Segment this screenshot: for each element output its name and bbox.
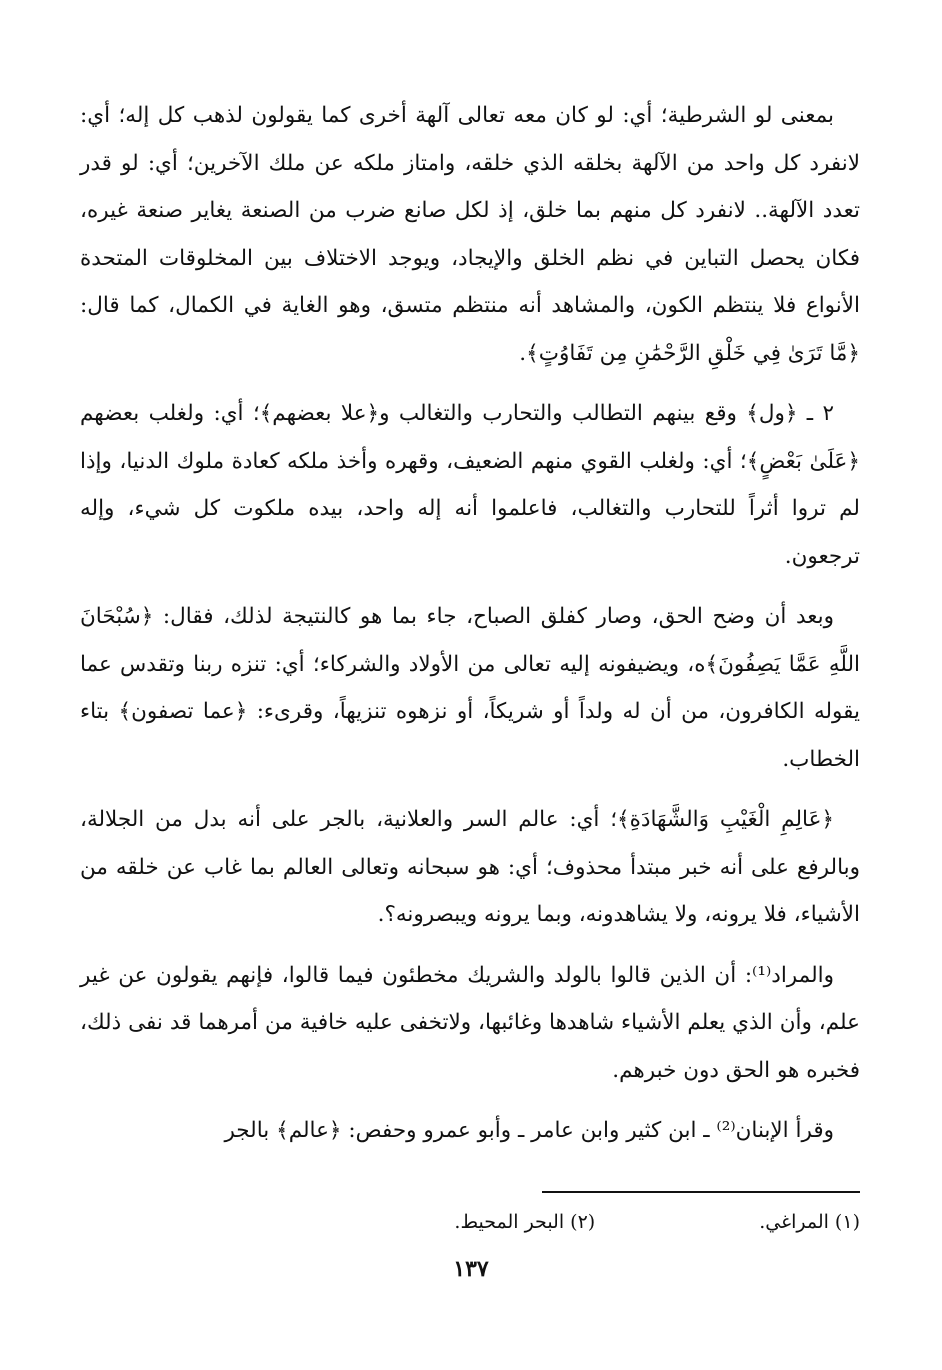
paragraph-4: ﴿عَالِمِ الْغَيْبِ وَالشَّهَادَةِ﴾؛ أي: عالم السر والعلانية، بالجر على أنه بدل من الجلالة، وبالرفع على أنه خبر مبتدأ محذوف؛ أي: هو سبحانه وتعالى العالم بما غاب عن خلقه من الأشياء، فلا يرونه، ولا يشاهدونه، وبما يرونه ويبصرونه؟. [80, 807, 860, 927]
paragraph-6: وقرأ الإبنان⁽²⁾ ـ ابن كثير وابن عامر ـ وأبو عمرو وحفص: ﴿عالم﴾ بالجر [224, 1118, 834, 1143]
main-text [80, 92, 860, 1168]
paragraph-1: بمعنى لو الشرطية؛ أي: لو كان معه تعالى آلهة أخرى كما يقولون لذهب كل إله؛ أي: لانفرد كل واحد من الآلهة بخلقه الذي خلقه، وامتاز ملكه عن ملك الآخرين؛ أي: لو قدر تعدد الآلهة.. لانفرد كل منهم بما خلق، إذ لكل صانع ضرب من الصنعة يغاير صنعة غيره، فكان يحصل التباين في نظم الخلق والإيجاد، ويوجد الاختلاف بين المخلوقات المتحدة الأنواع فلا ينتظم الكون، والمشاهد أنه منتظم متسق، وهو الغاية في الكمال، كما قال: ﴿مَّا تَرَىٰ فِي خَلْقِ الرَّحْمَٰنِ مِن تَفَاوُتٍ﴾. [80, 103, 860, 366]
paragraph-5: والمراد⁽¹⁾: أن الذين قالوا بالولد والشريك مخطئون فيما قالوا، فإنهم يقولون عن غير علم، وأن الذي يعلم الأشياء شاهدها وغائبها، ولاتخفى عليه خافية من أمرهما قد نفى ذلك، فخبره هو الحق دون خبرهم. [80, 962, 860, 1083]
paragraph-2: ٢ ـ ﴿ول﴾ وقع بينهم التطالب والتحارب والتغالب و﴿علا بعضهم﴾؛ أي: ولغلب بعضهم ﴿عَلَىٰ بَعْضٍ﴾؛ أي: ولغلب القوي منهم الضعيف، وقهره وأخذ ملكه كعادة ملوك الدنيا، وإذا لم تروا أثراً للتحارب والتغالب، فاعلموا أنه إله واحد، بيده ملكوت كل شيء، وإله ترجعون. [80, 401, 860, 569]
footnote-divider [542, 1191, 860, 1193]
page-number: ١٣٧ [453, 1256, 489, 1282]
footnote-1: (١) المراغي. [759, 1211, 860, 1233]
paragraph-3: وبعد أن وضح الحق، وصار كفلق الصباح، جاء بما هو كالنتيجة لذلك، فقال: ﴿سُبْحَانَ اللَّهِ عَمَّا يَصِفُونَ﴾ه، ويضيفونه إليه تعالى من الأولاد والشركاء؛ أي: تنزه ربنا وتقدس عما يقوله الكافرون، من أن له ولداً أو شريكاً، أو نزهوه تنزيهاً، وقرىء: ﴿عما تصفون﴾ بتاء الخطاب. [80, 604, 860, 772]
footnote-2: (٢) البحر المحيط. [454, 1211, 596, 1233]
footnotes [80, 1207, 860, 1237]
